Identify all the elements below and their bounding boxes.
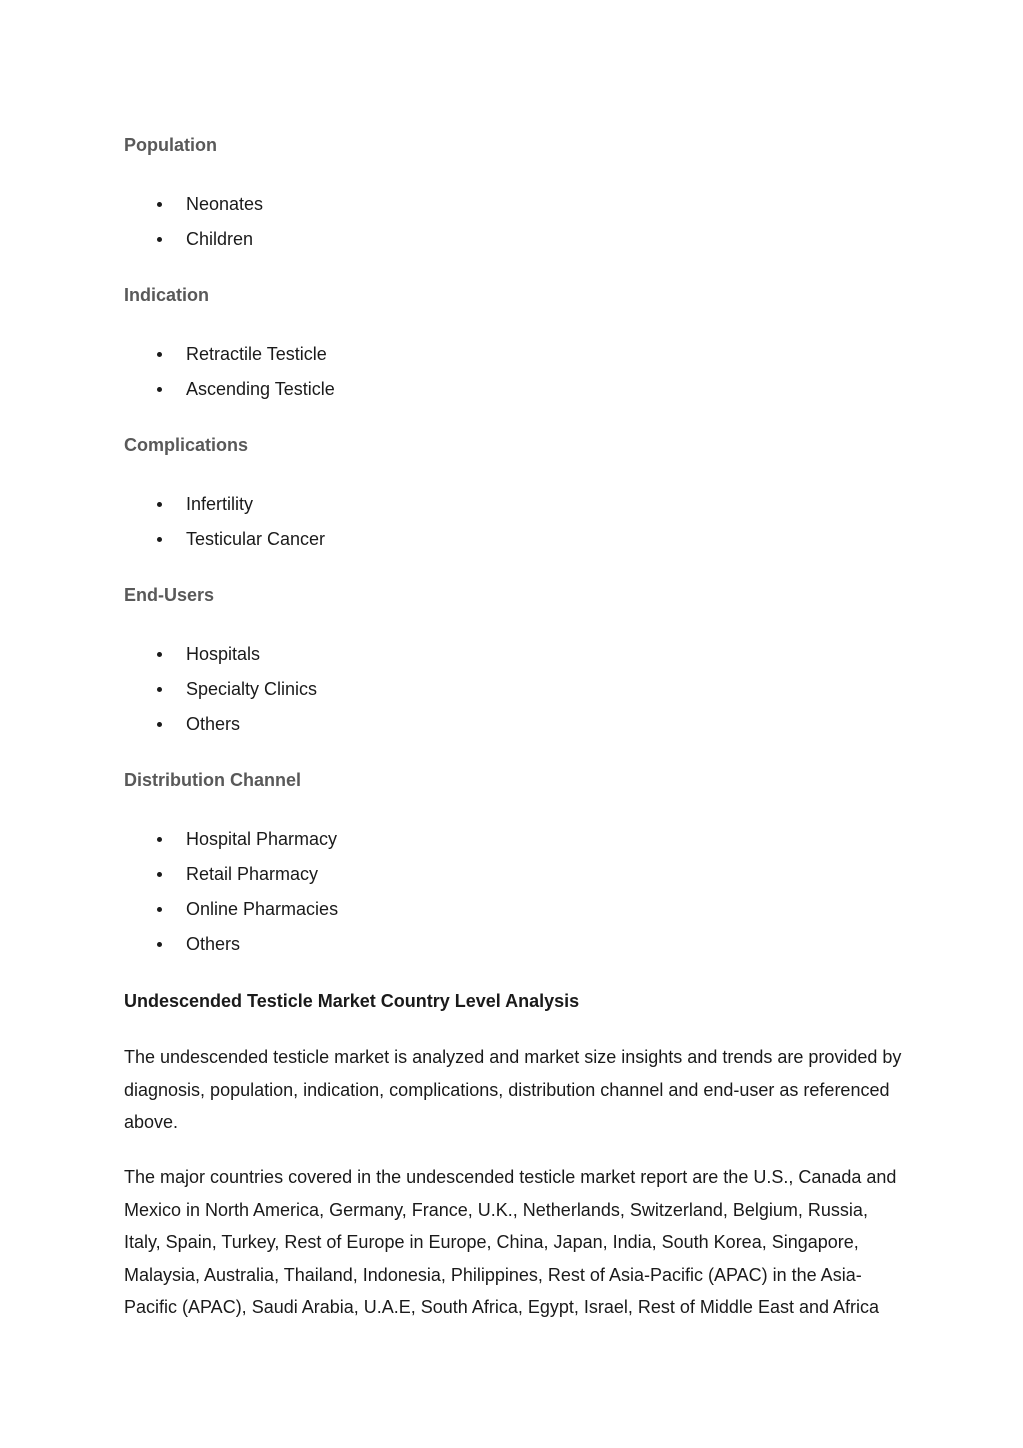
section-heading-population: Population	[124, 135, 217, 155]
section-heading-complications: Complications	[124, 435, 249, 455]
list-item-label: Online Pharmacies	[186, 899, 339, 919]
list-item-label: Testicular Cancer	[186, 529, 326, 549]
analysis-paragraph-1: The undescended testicle market is analyzed and market size insights and trends are provided by diagnosis, population, indication, complications, distribution channel and end-user as referenced above.	[124, 1047, 902, 1132]
bullet-icon	[157, 502, 162, 507]
list-item-label: Others	[186, 934, 241, 954]
bullet-icon	[157, 942, 162, 947]
analysis-paragraph-2: The major countries covered in the undescended testicle market report are the U.S., Canada and Mexico in North America, Germany, France, U.K., Netherlands, Switzerland, Belgium, Russia, Italy, Spain, Turkey, Rest of Europe in Europe, China, Japan, India, South Korea, Singapore, Malaysia, Australia, Thailand, Indonesia, Philippines, Rest of Asia-Pacific (APAC) in the Asia-Pacific (APAC), Saudi Arabia, U.A.E, South Africa, Egypt, Israel, Rest of Middle East and Africa	[124, 1167, 897, 1317]
bullet-icon	[157, 537, 162, 542]
bullet-icon	[157, 202, 162, 207]
bullet-icon	[157, 687, 162, 692]
analysis-heading: Undescended Testicle Market Country Level Analysis	[124, 991, 580, 1011]
list-item-label: Children	[186, 229, 254, 249]
section-heading-distribution-channel: Distribution Channel	[124, 770, 301, 790]
list-item-label: Retractile Testicle	[186, 344, 327, 364]
list-item-label: Hospitals	[186, 644, 261, 664]
bullet-icon	[157, 722, 162, 727]
bullet-icon	[157, 837, 162, 842]
list-item-label: Retail Pharmacy	[186, 864, 319, 884]
bullet-icon	[157, 872, 162, 877]
list-item-label: Others	[186, 714, 241, 734]
section-heading-indication: Indication	[124, 285, 209, 305]
bullet-icon	[157, 237, 162, 242]
bullet-icon	[157, 352, 162, 357]
bullet-icon	[157, 387, 162, 392]
list-item-label: Infertility	[186, 494, 254, 514]
section-heading-end-users: End-Users	[124, 585, 215, 605]
bullet-icon	[157, 652, 162, 657]
bullet-icon	[157, 907, 162, 912]
list-item-label: Hospital Pharmacy	[186, 829, 338, 849]
list-item-label: Specialty Clinics	[186, 679, 318, 699]
list-item-label: Neonates	[186, 194, 264, 214]
list-item-label: Ascending Testicle	[186, 379, 335, 399]
